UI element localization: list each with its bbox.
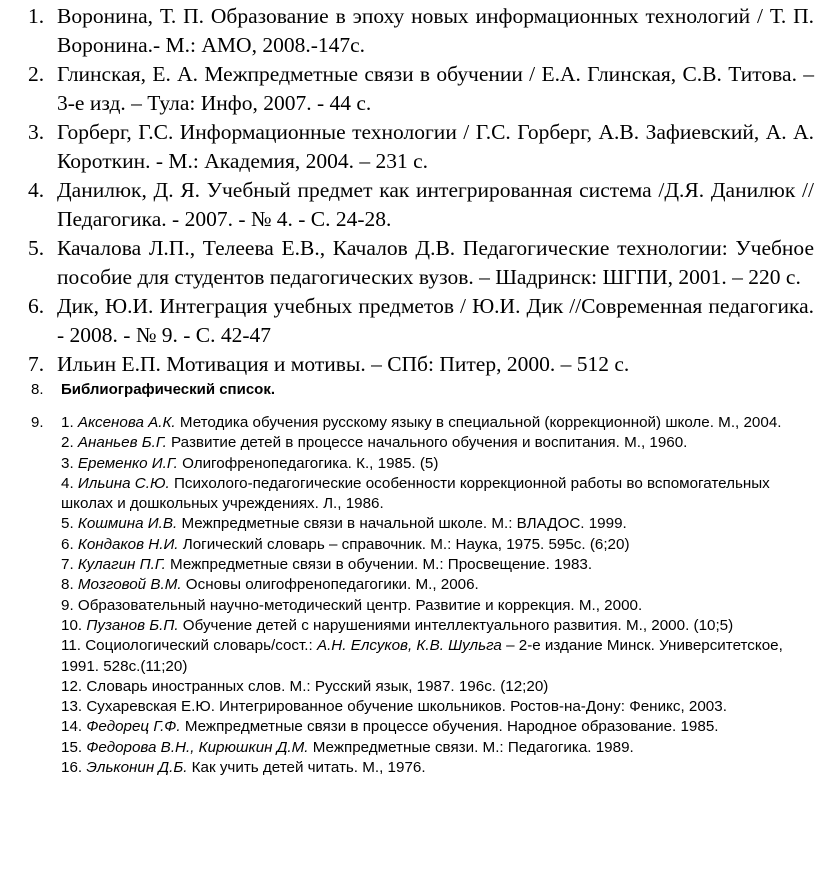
reference-text: Глинская, Е. А. Межпредметные связи в обучении / Е.А. Глинская, С.В. Титова. – 3-е изд. – Тула: Инфо, 2007. - 44 с.: [57, 62, 814, 115]
entry-text: – 2-е издание Минск. Университетское, 1991. 528с.(11;20): [61, 637, 783, 675]
reference-number: 2.: [28, 62, 45, 86]
entry-author: Пузанов Б.П.: [86, 616, 179, 634]
bibliography-entry: [61, 636, 801, 677]
bibliography-entry: [61, 596, 801, 616]
entry-number: 14.: [61, 718, 87, 736]
entry-number: 15.: [61, 738, 87, 756]
entry-number: 10.: [61, 616, 87, 634]
entry-author: Кондаков Н.И.: [77, 535, 179, 553]
entry-number: 9.: [61, 596, 78, 614]
reference-item: [0, 350, 816, 379]
entry-author: Кошмина И.В.: [77, 515, 178, 533]
reference-text: Горберг, Г.С. Информационные технологии / Г.С. Горберг, А.В. Зафиевский, А. А. Короткин. - М.: Академия, 2004. – 231 с.: [57, 120, 814, 173]
entry-number: 6.: [61, 535, 78, 553]
entry-text: Межпредметные связи в обучении. М.: Просвещение. 1983.: [165, 556, 593, 574]
entry-text: Психолого-педагогические особенности коррекционной работы во вспомогательных школах и дошкольных учреждениях. Л., 1986.: [61, 474, 770, 513]
reference-item: [0, 176, 816, 234]
bibliography-entry: [61, 758, 801, 778]
reference-text: Дик, Ю.И. Интеграция учебных предметов / Ю.И. Дик //Современная педагогика. - 2008. - № 9. - С. 42-47: [57, 294, 814, 347]
entry-number: 4.: [61, 474, 78, 492]
bibliography-entry: [61, 555, 801, 575]
reference-number: 5.: [28, 236, 45, 260]
reference-number: 1.: [28, 4, 45, 28]
reference-item: [0, 2, 816, 60]
entry-text: Социологический словарь/сост.:: [85, 637, 317, 655]
bibliography-entry: [61, 514, 801, 534]
entry-author: Федорец Г.Ф.: [86, 718, 181, 736]
reference-number: 3.: [28, 120, 45, 144]
section-heading: Библиографический список.: [61, 381, 276, 398]
entry-text: Сухаревская Е.Ю. Интегрированное обучение школьников. Ростов-на-Дону: Феникс, 2003.: [86, 698, 727, 716]
reference-number: 4.: [28, 178, 45, 202]
entry-author: Аксенова А.К.: [77, 414, 176, 431]
bibliography-entry: [61, 616, 801, 636]
bibliography-entry: [61, 474, 801, 515]
bibliography-list: [61, 413, 801, 778]
bibliography-number: 9.: [31, 414, 44, 431]
bibliography-entry: [61, 433, 801, 453]
entry-author: Кулагин П.Г.: [77, 556, 166, 574]
reference-item: [0, 60, 816, 118]
reference-item: [0, 292, 816, 350]
reference-text: Ильин Е.П. Мотивация и мотивы. – СПб: Питер, 2000. – 512 с.: [57, 352, 630, 376]
reference-list: [0, 2, 816, 379]
entry-number: 8.: [61, 576, 78, 594]
entry-author: Ильина С.Ю.: [77, 474, 170, 492]
entry-author: Эльконин Д.Б.: [86, 759, 188, 777]
bibliography-entry: [61, 697, 801, 717]
bibliography-entry: [61, 413, 801, 433]
entry-author: Ананьев Б.Г.: [77, 434, 167, 452]
entry-number: 1.: [61, 414, 78, 431]
entry-text: Олигофренопедагогика. К., 1985. (5): [177, 454, 439, 472]
reference-text: Данилюк, Д. Я. Учебный предмет как интегрированная система /Д.Я. Данилюк //Педагогика. - 2007. - № 4. - С. 24-28.: [57, 178, 814, 231]
entry-text: Методика обучения русскому языку в специальной (коррекционной) школе. М., 2004.: [175, 414, 782, 431]
entry-author: Федорова В.Н., Кирюшкин Д.М.: [86, 738, 309, 756]
entry-text: Межпредметные связи в процессе обучения. Народное образование. 1985.: [180, 718, 719, 736]
entry-number: 7.: [61, 556, 78, 574]
entry-text: Как учить детей читать. М., 1976.: [187, 759, 426, 777]
bibliography-entry: [61, 575, 801, 595]
bibliography-entry: [61, 677, 801, 697]
entry-text: Обучение детей с нарушениями интеллектуального развития. М., 2000. (10;5): [178, 616, 734, 634]
entry-author: Мозговой В.М.: [77, 576, 182, 594]
entry-number: 11.: [61, 637, 86, 655]
reference-item: [0, 234, 816, 292]
entry-number: 13.: [61, 698, 87, 716]
bibliography-entry: [61, 535, 801, 555]
entry-text: Образовательный научно-методический центр. Развитие и коррекция. М., 2000.: [77, 596, 643, 614]
reference-item: [0, 118, 816, 176]
reference-number: 6.: [28, 294, 45, 318]
entry-text: Логический словарь – справочник. М.: Наука, 1975. 595с. (6;20): [178, 535, 630, 553]
reference-number: 7.: [28, 352, 45, 376]
entry-number: 12.: [61, 677, 87, 695]
entry-number: 3.: [61, 454, 78, 472]
bibliography-entry: [61, 454, 801, 474]
entry-author: Еременко И.Г.: [77, 454, 178, 472]
entry-text: Межпредметные связи. М.: Педагогика. 1989.: [308, 738, 634, 756]
entry-text: Развитие детей в процессе начального обучения и воспитания. М., 1960.: [166, 434, 688, 452]
entry-text: Межпредметные связи в начальной школе. М.: ВЛАДОС. 1999.: [177, 515, 627, 533]
heading-number: 8.: [31, 381, 44, 398]
bibliography-entry: [61, 738, 801, 758]
reference-text: Качалова Л.П., Телеева Е.В., Качалов Д.В. Педагогические технологии: Учебное пособие для студентов педагогических вузов. – Шадринск: ШГПИ, 2001. – 220 с.: [57, 236, 814, 289]
reference-text: Воронина, Т. П. Образование в эпоху новых информационных технологий / Т. П. Воронина.- М.: АМО, 2008.-147с.: [57, 4, 814, 57]
entry-author: А.Н. Елсуков, К.В. Шульга: [316, 637, 502, 655]
entry-number: 2.: [61, 434, 78, 452]
entry-number: 16.: [61, 759, 87, 777]
entry-text: Основы олигофренопедагогики. М., 2006.: [181, 576, 479, 594]
entry-number: 5.: [61, 515, 78, 533]
entry-text: Словарь иностранных слов. М.: Русский язык, 1987. 196с. (12;20): [86, 677, 549, 695]
bibliography-entry: [61, 717, 801, 737]
